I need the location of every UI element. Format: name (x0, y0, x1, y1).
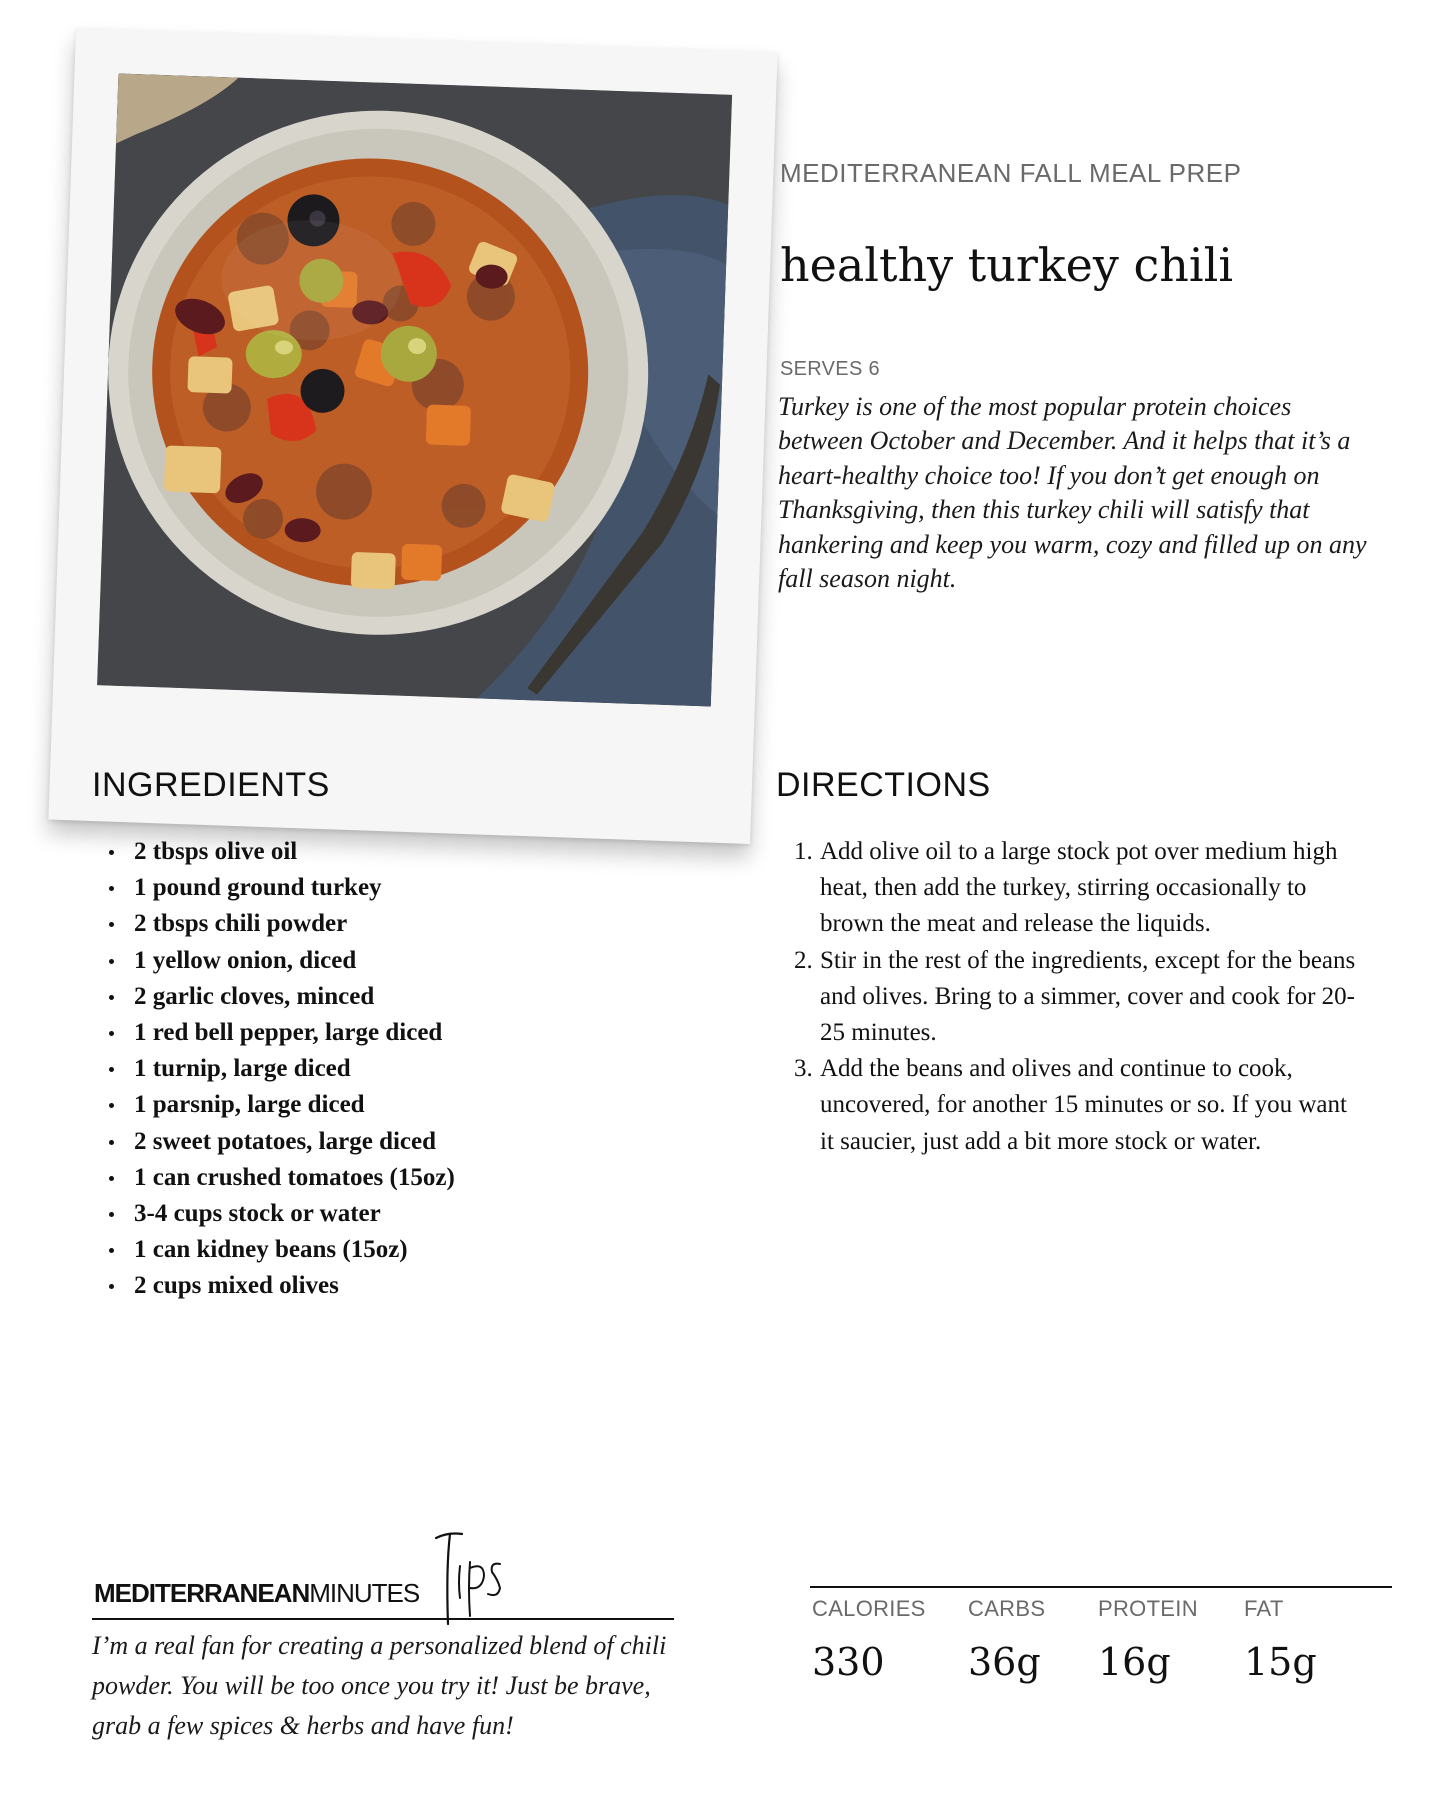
polaroid-photo-frame (48, 28, 777, 844)
directions-heading: DIRECTIONS (776, 766, 991, 804)
ingredient-item: 2 tbsps chili powder (104, 906, 664, 942)
step-number: 2. (794, 946, 813, 974)
ingredient-item: 1 turnip, large diced (104, 1051, 664, 1087)
ingredient-item: 1 yellow onion, diced (104, 943, 664, 979)
fat-label: FAT (1244, 1596, 1284, 1621)
recipe-intro: Turkey is one of the most popular protein choices between October and December. And it helps that it’s a heart-healthy choice too! If you don’t get enough on Thanksgiving, then this turkey chili will satisfy that hankering and keep you warm, cozy and filled up on any fall season night. (778, 392, 1367, 594)
nutrition-carbs (968, 1596, 1045, 1684)
direction-step (784, 834, 1364, 943)
directions-list (784, 834, 1364, 1160)
tips-script-signature (428, 1528, 508, 1628)
nutrition-fat (1244, 1596, 1317, 1684)
step-number: 3. (794, 1055, 813, 1083)
ingredient-item: 1 pound ground turkey (104, 870, 664, 906)
direction-step (784, 943, 1364, 1052)
turkey-chili-photo (97, 74, 732, 707)
fat-value: 15g (1244, 1640, 1317, 1684)
carbs-value: 36g (968, 1640, 1041, 1684)
step-text: Stir in the rest of the ingredients, except for the beans and olives. Bring to a simmer, cover and cook for 20-25 minutes. (820, 946, 1356, 1047)
ingredients-heading: INGREDIENTS (92, 766, 330, 804)
calories-label: CALORIES (812, 1596, 926, 1621)
brand-logo (94, 1578, 419, 1609)
step-number: 1. (794, 838, 813, 865)
step-text: Add the beans and olives and continue to cook, uncovered, for another 15 minutes or so. If you want it saucier, just add a bit more stock or water. (820, 1055, 1347, 1155)
ingredient-item: 2 tbsps olive oil (104, 834, 664, 870)
chili-bowl-illustration (97, 74, 732, 707)
ingredient-item: 2 garlic cloves, minced (104, 979, 664, 1015)
ingredient-item: 3-4 cups stock or water (104, 1196, 664, 1232)
ingredient-item: 1 red bell pepper, large diced (104, 1015, 664, 1051)
ingredient-item: 1 parsnip, large diced (104, 1087, 664, 1123)
series-eyebrow: MEDITERRANEAN FALL MEAL PREP (780, 158, 1242, 188)
calories-value: 330 (812, 1640, 885, 1684)
protein-label: PROTEIN (1098, 1596, 1198, 1621)
serves-count: SERVES 6 (780, 358, 880, 380)
carbs-label: CARBS (968, 1596, 1046, 1621)
step-text: Add olive oil to a large stock pot over medium high heat, then add the turkey, stirring occasionally to brown the meat and release the liquids. (820, 838, 1338, 938)
recipe-title: healthy turkey chili (780, 238, 1234, 292)
direction-step (784, 1051, 1364, 1160)
nutrition-calories (812, 1596, 926, 1684)
ingredient-item: 2 sweet potatoes, large diced (104, 1124, 664, 1160)
ingredients-list (104, 834, 664, 1304)
protein-value: 16g (1098, 1640, 1171, 1684)
nutrition-protein (1098, 1596, 1198, 1684)
brand-name-light: MINUTES (309, 1578, 420, 1608)
ingredient-item: 2 cups mixed olives (104, 1268, 664, 1304)
ingredient-item: 1 can crushed tomatoes (15oz) (104, 1160, 664, 1196)
ingredient-item: 1 can kidney beans (15oz) (104, 1232, 664, 1268)
tips-text: I’m a real fan for creating a personalized blend of chili powder. You will be too once you try it! Just be brave, grab a few spices & herbs and have fun! (92, 1631, 667, 1740)
brand-name-bold: MEDITERRANEAN (94, 1578, 310, 1608)
nutrition-divider (810, 1586, 1392, 1588)
tips-divider (92, 1618, 674, 1620)
